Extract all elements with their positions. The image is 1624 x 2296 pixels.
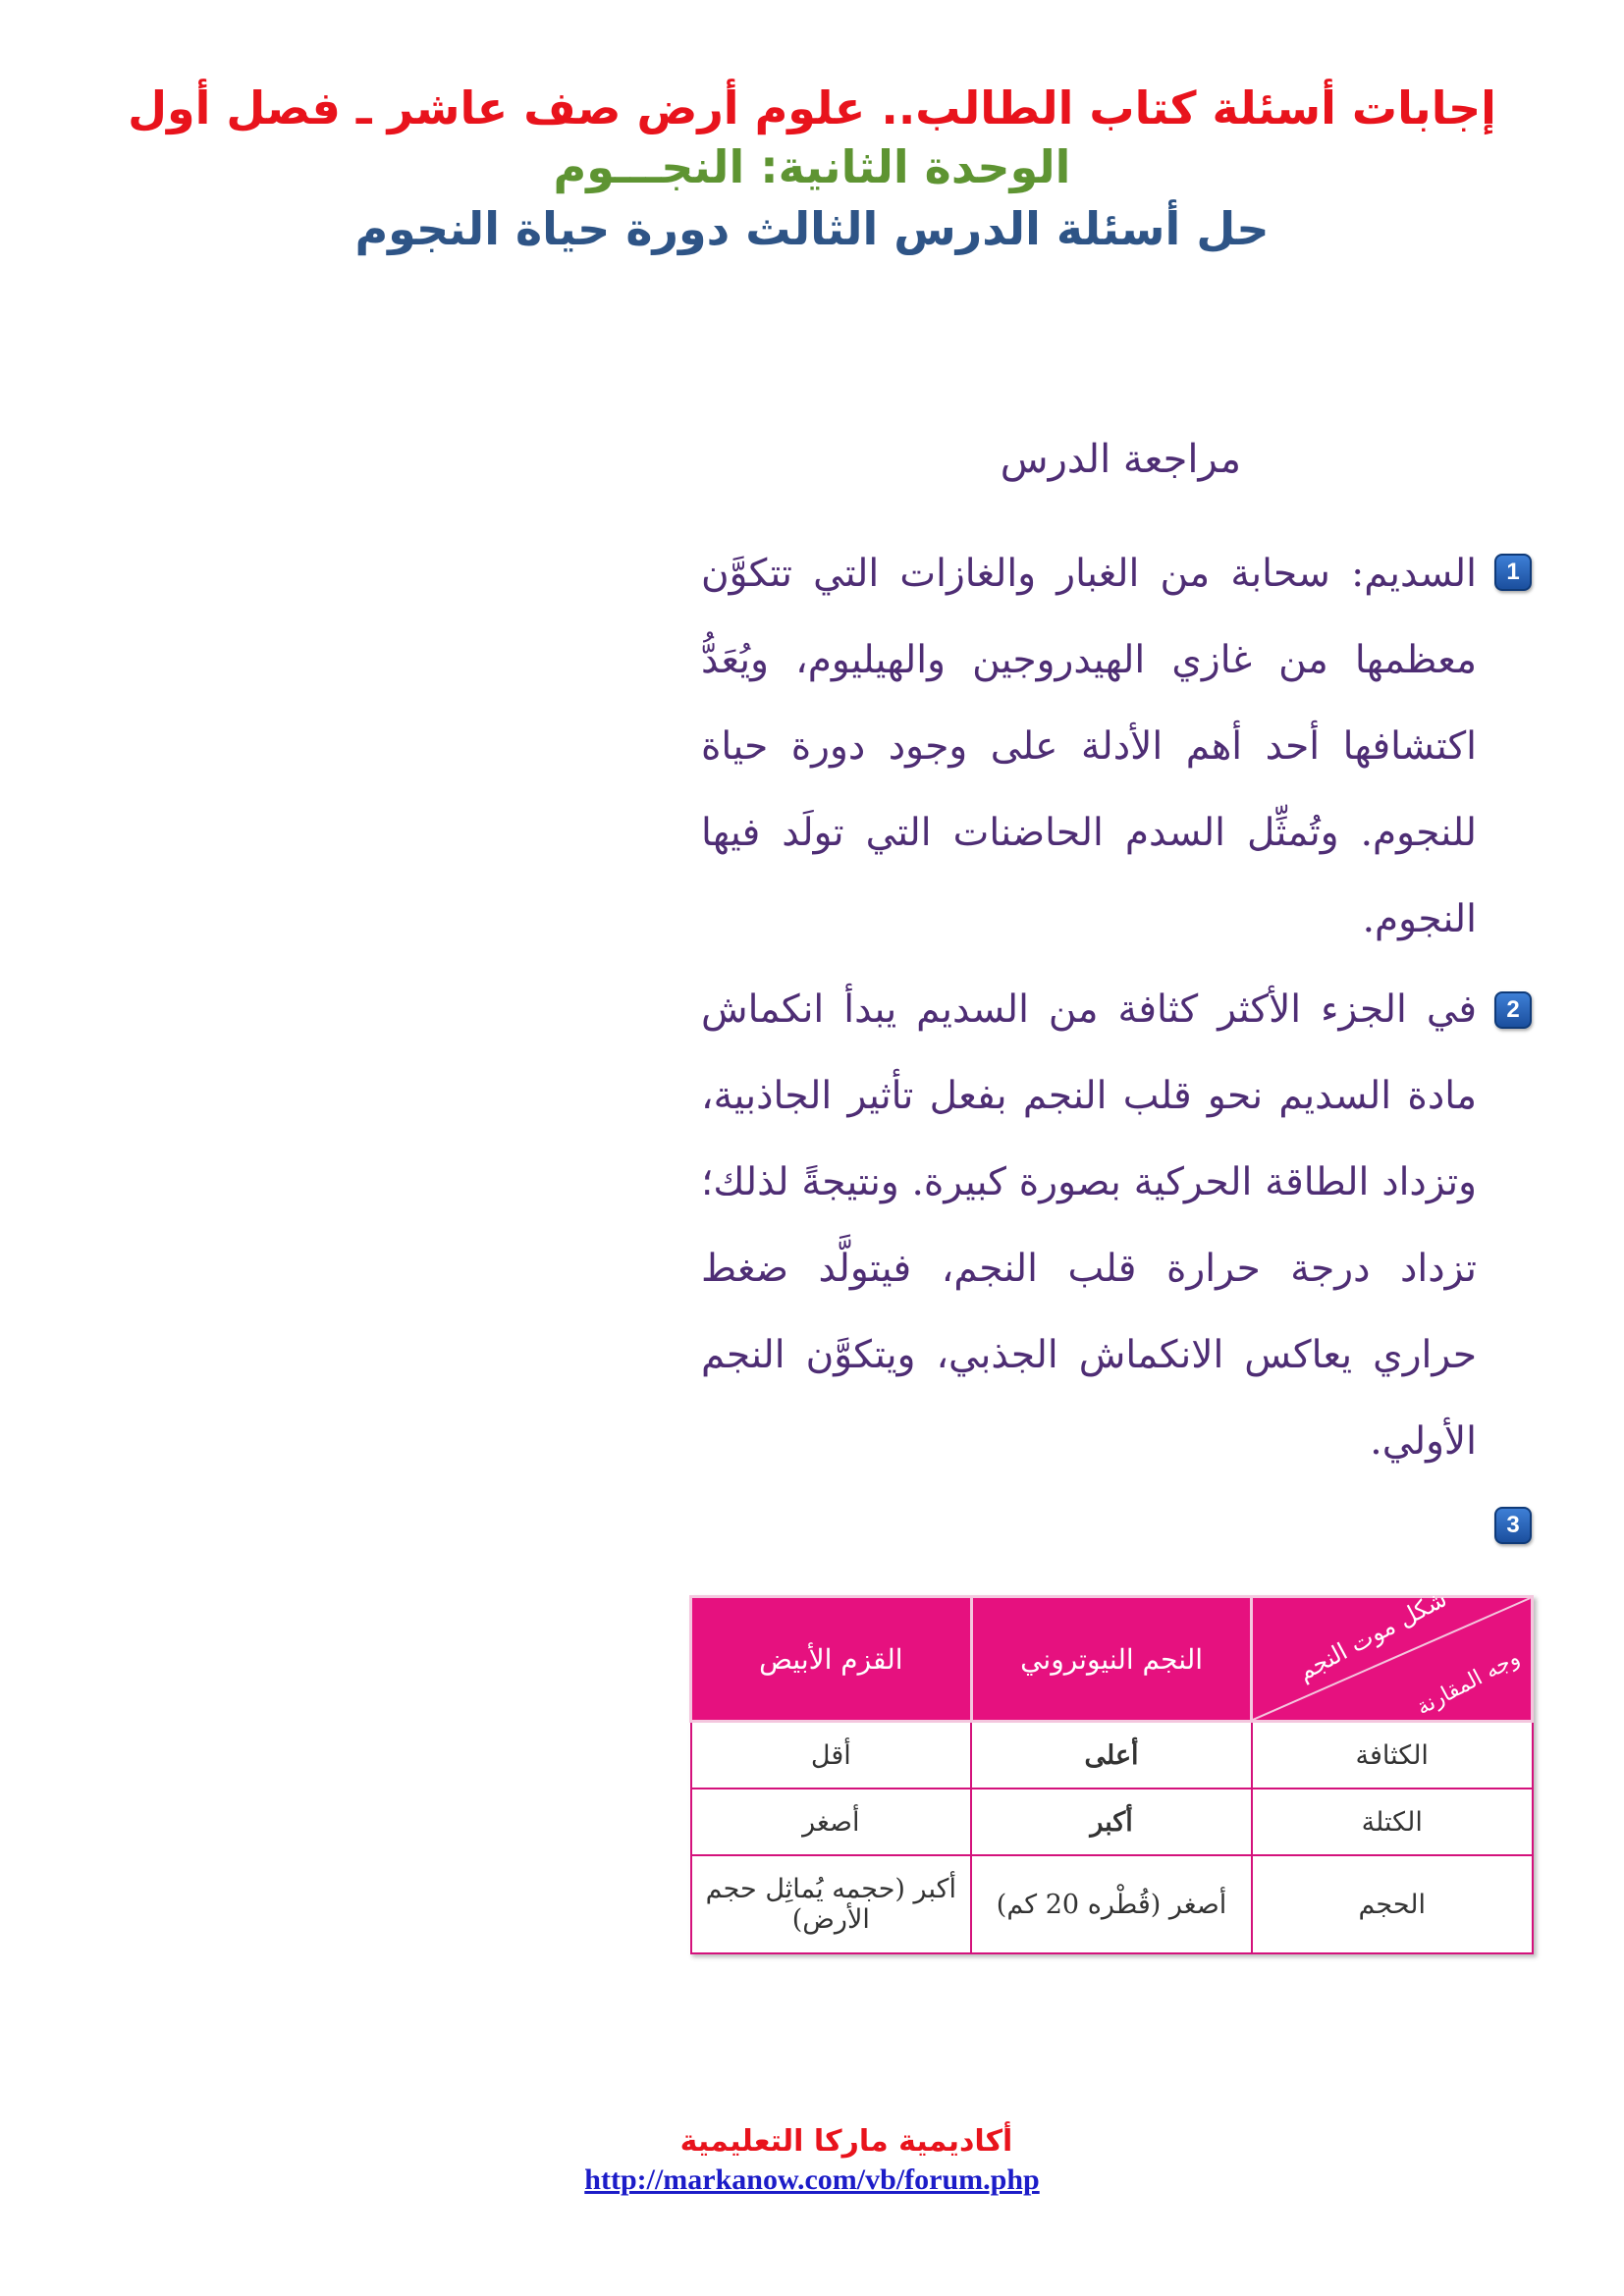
white-dwarf-cell: أصغر xyxy=(691,1789,972,1855)
footer-academy-name: أكاديمية ماركا التعليمية xyxy=(679,2124,1013,2159)
white-dwarf-cell: أقل xyxy=(691,1722,972,1789)
table-row xyxy=(691,1722,1533,1789)
row-aspect-cell: الكتلة xyxy=(1252,1789,1533,1855)
section-title: مراجعة الدرس xyxy=(1000,437,1241,482)
question-number-badge: 2 xyxy=(1494,991,1532,1029)
question-number-badge: 3 xyxy=(1494,1507,1532,1544)
header-title: إجابات أسئلة كتاب الطالب.. علوم أرض صف عاشر ـ فصل أول xyxy=(128,81,1496,134)
neutron-star-cell: أعلى xyxy=(971,1722,1252,1789)
corner-label-star-death: شكل موت النجم xyxy=(1292,1584,1451,1686)
question-number-badge: 1 xyxy=(1494,554,1532,591)
neutron-star-cell: أصغر (قُطْره 20 كم) xyxy=(971,1855,1252,1953)
table-row xyxy=(691,1855,1533,1953)
column-header-white-dwarf: القزم الأبيض xyxy=(691,1597,972,1722)
corner-label-comparison: وجه المقارنة xyxy=(1412,1645,1525,1721)
header-unit: الوحدة الثانية: النجـــوم xyxy=(553,140,1071,193)
comparison-table xyxy=(689,1584,1534,1954)
row-aspect-cell: الحجم xyxy=(1252,1855,1533,1953)
table-corner-header xyxy=(1252,1584,1533,1722)
document-header xyxy=(0,79,1624,261)
neutron-star-cell: أكبر xyxy=(971,1789,1252,1855)
table-header-row xyxy=(691,1597,1533,1722)
column-header-neutron-star: النجم النيوتروني xyxy=(971,1597,1252,1722)
white-dwarf-cell: أكبر (حجمه يُماثِل حجم الأرض) xyxy=(691,1855,972,1953)
document-footer xyxy=(0,2120,1624,2197)
answer-1-text: السديم: سحابة من الغبار والغازات التي تتكوَّن معظمها من غازي الهيدروجين والهيليوم، ويُعَدُّ اكتشافها أحد أهم الأدلة على وجود دورة حياة للنجوم. وتُمثِّل السدم الحاضنات التي تولَد فيها النجوم. xyxy=(701,552,1477,941)
answer-2-text: في الجزء الأكثر كثافة من السديم يبدأ انكماش مادة السديم نحو قلب النجم بفعل تأثير الجاذبية، وتزداد الطاقة الحركية بصورة كبيرة. ونتيجةً لذلك؛ تزداد درجة حرارة قلب النجم، فيتولَّد ضغط حراري يعاكس الانكماش الجذبي، ويتكوَّن النجم الأولي. xyxy=(701,988,1477,1464)
row-aspect-cell: الكثافة xyxy=(1252,1722,1533,1789)
table-row xyxy=(691,1789,1533,1855)
header-lesson: حل أسئلة الدرس الثالث دورة حياة النجوم xyxy=(354,202,1270,255)
footer-forum-link[interactable]: http://markanow.com/vb/forum.php xyxy=(584,2163,1040,2196)
